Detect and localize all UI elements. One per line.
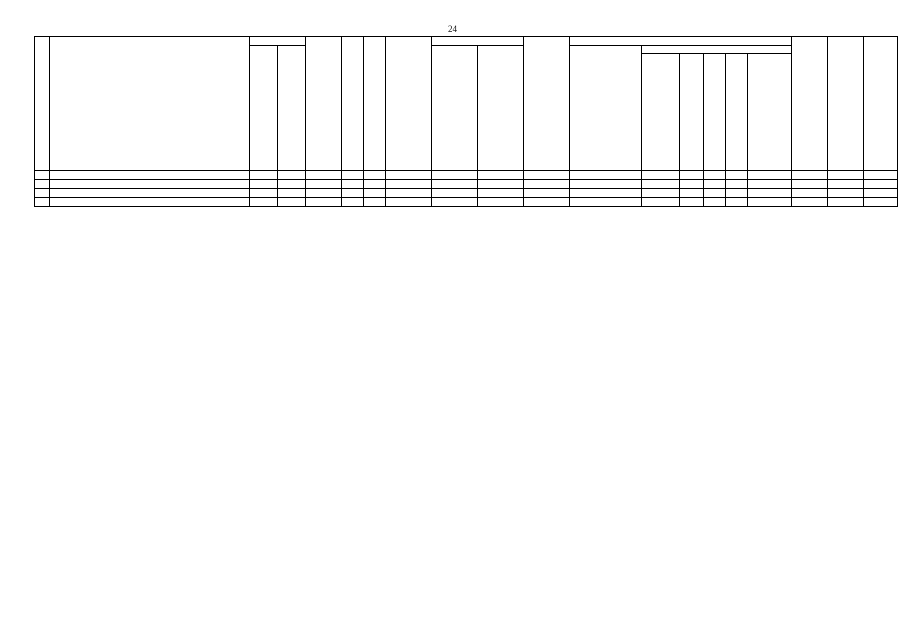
unit-cell <box>748 171 792 180</box>
header-cell <box>864 37 898 171</box>
table-cell <box>792 180 828 189</box>
header-cell <box>524 37 570 171</box>
table-cell <box>864 189 898 198</box>
header-cell <box>570 46 642 171</box>
header-cell <box>342 37 364 171</box>
header-cell <box>386 37 432 171</box>
table-cell <box>342 180 364 189</box>
unit-cell <box>704 171 726 180</box>
table-cell <box>642 180 680 189</box>
table-cell <box>386 180 432 189</box>
table-cell <box>35 189 50 198</box>
header-cell <box>306 37 342 171</box>
table-cell <box>680 198 704 207</box>
unit-cell <box>828 171 864 180</box>
unit-cell <box>570 171 642 180</box>
table-cell <box>250 198 278 207</box>
header-cell <box>704 54 726 171</box>
table-cell <box>524 180 570 189</box>
header-cell <box>478 46 524 171</box>
table-cell <box>50 189 250 198</box>
header-row-groups <box>35 37 898 46</box>
table-cell <box>364 198 386 207</box>
table-cell <box>306 198 342 207</box>
unit-cell <box>250 171 278 180</box>
table-cell <box>50 198 250 207</box>
header-cell <box>792 37 828 171</box>
table-cell <box>828 189 864 198</box>
table-cell <box>642 189 680 198</box>
header-cell <box>250 46 278 171</box>
header-cell <box>726 54 748 171</box>
unit-cell <box>306 171 342 180</box>
table-cell <box>570 198 642 207</box>
table-row <box>35 180 898 189</box>
header-cell <box>35 37 50 171</box>
header-cell <box>50 37 250 171</box>
table-cell <box>704 180 726 189</box>
table-cell <box>570 189 642 198</box>
table-cell <box>386 198 432 207</box>
unit-cell <box>478 171 524 180</box>
table-cell <box>864 198 898 207</box>
header-cell <box>748 54 792 171</box>
unit-cell <box>864 171 898 180</box>
table-cell <box>250 180 278 189</box>
table-cell <box>864 180 898 189</box>
table-cell <box>524 198 570 207</box>
header-cell <box>250 37 306 46</box>
table-cell <box>35 198 50 207</box>
unit-cell <box>386 171 432 180</box>
table-cell <box>478 198 524 207</box>
table-cell <box>342 189 364 198</box>
table-cell <box>524 189 570 198</box>
table-cell <box>478 180 524 189</box>
unit-cell <box>792 171 828 180</box>
header-cell <box>570 37 792 46</box>
table-cell <box>35 180 50 189</box>
table-cell <box>364 180 386 189</box>
table-cell <box>828 198 864 207</box>
header-cell <box>642 46 792 54</box>
table-row <box>35 189 898 198</box>
unit-cell <box>364 171 386 180</box>
unit-cell <box>726 171 748 180</box>
table-cell <box>570 180 642 189</box>
unit-cell <box>35 171 50 180</box>
table-cell <box>432 180 478 189</box>
table-cell <box>748 198 792 207</box>
table-cell <box>680 189 704 198</box>
table-cell <box>726 180 748 189</box>
header-cell <box>278 46 306 171</box>
header-cell <box>432 37 524 46</box>
table-cell <box>704 189 726 198</box>
table-cell <box>432 189 478 198</box>
table-cell <box>250 189 278 198</box>
unit-cell <box>50 171 250 180</box>
table-cell <box>386 189 432 198</box>
header-cell <box>432 46 478 171</box>
header-cell <box>364 37 386 171</box>
unit-cell <box>342 171 364 180</box>
table-cell <box>432 198 478 207</box>
table-cell <box>792 198 828 207</box>
table-cell <box>792 189 828 198</box>
table-cell <box>748 189 792 198</box>
table-cell <box>342 198 364 207</box>
table-cell <box>364 189 386 198</box>
table-cell <box>478 189 524 198</box>
table-cell <box>642 198 680 207</box>
table-cell <box>680 180 704 189</box>
table-cell <box>748 180 792 189</box>
header-row-units <box>35 171 898 180</box>
table-cell <box>278 180 306 189</box>
header-cell <box>642 54 680 171</box>
table-cell <box>306 189 342 198</box>
repair-cost-table <box>34 36 898 207</box>
unit-cell <box>432 171 478 180</box>
table-cell <box>828 180 864 189</box>
table-cell <box>50 180 250 189</box>
unit-cell <box>680 171 704 180</box>
table-row <box>35 198 898 207</box>
table-cell <box>278 198 306 207</box>
header-cell <box>680 54 704 171</box>
unit-cell <box>642 171 680 180</box>
header-cell <box>828 37 864 171</box>
unit-cell <box>278 171 306 180</box>
unit-cell <box>524 171 570 180</box>
table-cell <box>726 198 748 207</box>
table-cell <box>726 189 748 198</box>
table-cell <box>306 180 342 189</box>
table-cell <box>278 189 306 198</box>
page-number: 24 <box>448 24 457 34</box>
table-cell <box>704 198 726 207</box>
